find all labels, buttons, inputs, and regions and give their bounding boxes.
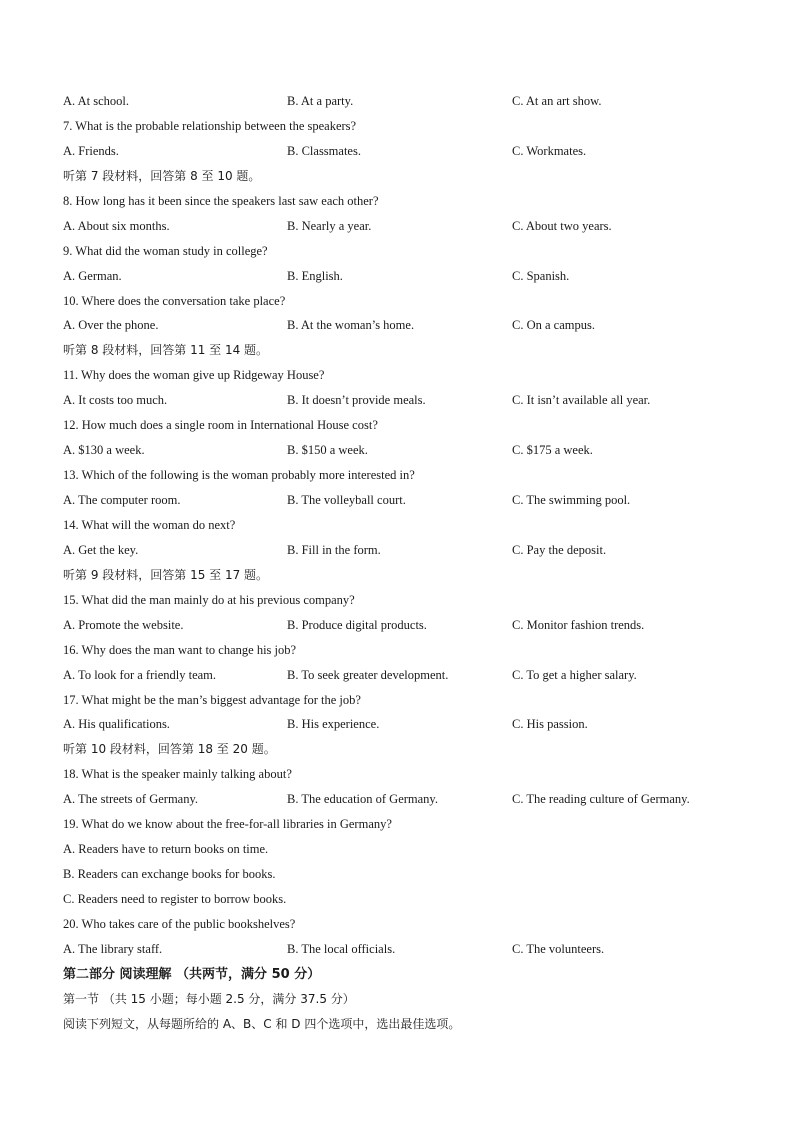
option-b: B. The education of Germany. [287, 792, 438, 807]
question-text [63, 114, 743, 139]
line-text: 第二部分 阅读理解 （共两节，满分 50 分） [63, 966, 321, 982]
option-a: A. Get the key. [63, 542, 139, 557]
option-b: B. Produce digital products. [287, 617, 427, 632]
section-instruction [63, 563, 743, 588]
option-row [63, 214, 743, 239]
question-text [63, 862, 743, 887]
option-c: C. On a campus. [512, 318, 595, 333]
line-text: 10. Where does the conversation take place? [63, 293, 286, 308]
option-b: B. Fill in the form. [287, 542, 381, 557]
option-c: C. Workmates. [512, 143, 587, 158]
question-text [63, 912, 743, 937]
line-text: 20. Who takes care of the public bookshelves? [63, 916, 296, 931]
option-row [63, 438, 743, 463]
line-text: 8. How long has it been since the speakers last saw each other? [63, 193, 379, 208]
option-row [63, 787, 743, 812]
option-c: C. $175 a week. [512, 443, 593, 458]
option-c: C. About two years. [512, 218, 612, 233]
option-c: C. The swimming pool. [512, 493, 631, 507]
option-a: A. Over the phone. [63, 318, 159, 333]
option-b: B. It doesn’t provide meals. [287, 393, 426, 408]
line-text: 11. Why does the woman give up Ridgeway House? [63, 368, 325, 383]
option-b: B. His experience. [287, 717, 380, 732]
line-text: 17. What might be the man’s biggest advantage for the job? [63, 692, 361, 707]
option-b: B. At a party. [287, 94, 354, 108]
option-c: C. Spanish. [512, 268, 570, 283]
option-c: C. At an art show. [512, 94, 602, 108]
line-text: C. Readers need to register to borrow books. [63, 892, 287, 906]
option-row [63, 663, 743, 688]
line-text: 第一节 （共 15 小题；每小题 2.5 分，满分 37.5 分） [63, 991, 355, 1006]
question-text [63, 239, 743, 264]
option-a: A. $130 a week. [63, 443, 145, 458]
section-instruction [63, 338, 743, 363]
option-row [63, 613, 743, 638]
question-text [63, 513, 743, 538]
option-b: B. $150 a week. [287, 443, 368, 458]
question-text [63, 887, 743, 912]
question-text [63, 363, 743, 388]
option-row [63, 313, 743, 338]
option-b: B. At the woman’s home. [287, 318, 415, 333]
section-instruction [63, 987, 743, 1012]
line-text: 听第 8 段材料，回答第 11 至 14 题。 [63, 343, 269, 358]
option-b: B. Classmates. [287, 143, 361, 158]
line-text: 13. Which of the following is the woman probably more interested in? [63, 468, 415, 483]
option-row [63, 538, 743, 563]
question-text [63, 588, 743, 613]
option-row [63, 89, 743, 114]
option-b: B. English. [287, 268, 343, 283]
option-c: C. His passion. [512, 717, 588, 732]
option-row [63, 488, 743, 513]
option-row [63, 712, 743, 737]
line-text: 9. What did the woman study in college? [63, 243, 268, 258]
line-text: 15. What did the man mainly do at his previous company? [63, 592, 355, 607]
option-c: C. Pay the deposit. [512, 542, 607, 557]
question-text [63, 189, 743, 214]
option-a: A. The computer room. [63, 493, 181, 507]
question-text [63, 413, 743, 438]
question-text [63, 463, 743, 488]
option-c: C. Monitor fashion trends. [512, 617, 645, 632]
option-row [63, 139, 743, 164]
option-b: B. Nearly a year. [287, 218, 372, 233]
option-a: A. About six months. [63, 218, 170, 233]
option-a: A. At school. [63, 94, 129, 108]
line-text: 16. Why does the man want to change his job? [63, 642, 297, 657]
option-row [63, 388, 743, 413]
line-text: 14. What will the woman do next? [63, 517, 236, 532]
option-c: C. It isn’t available all year. [512, 393, 651, 408]
option-c: C. The volunteers. [512, 941, 605, 956]
option-row [63, 264, 743, 289]
line-text: 12. How much does a single room in International House cost? [63, 418, 378, 433]
line-text: 7. What is the probable relationship between the speakers? [63, 118, 357, 133]
line-text: 听第 9 段材料，回答第 15 至 17 题。 [63, 567, 269, 582]
option-b: B. To seek greater development. [287, 667, 449, 682]
line-text: 阅读下列短文，从每题所给的 A、B、C 和 D 四个选项中，选出最佳选项。 [63, 1016, 461, 1031]
exam-page [63, 89, 743, 1037]
line-text: A. Readers have to return books on time. [63, 842, 269, 857]
question-text [63, 762, 743, 787]
option-a: A. German. [63, 268, 122, 283]
option-a: A. The library staff. [63, 941, 163, 956]
part-heading [63, 962, 743, 987]
line-text: 18. What is the speaker mainly talking about? [63, 767, 292, 782]
line-text: 听第 10 段材料，回答第 18 至 20 题。 [63, 742, 276, 757]
line-text: 听第 7 段材料，回答第 8 至 10 题。 [63, 168, 261, 183]
option-b: B. The volleyball court. [287, 493, 406, 507]
section-instruction [63, 1012, 743, 1037]
option-a: A. It costs too much. [63, 393, 168, 408]
option-a: A. His qualifications. [63, 717, 170, 732]
question-text [63, 837, 743, 862]
option-a: A. The streets of Germany. [63, 792, 199, 807]
section-instruction [63, 164, 743, 189]
option-b: B. The local officials. [287, 941, 396, 956]
line-text: 19. What do we know about the free-for-all libraries in Germany? [63, 817, 392, 832]
option-a: A. Promote the website. [63, 617, 184, 632]
option-a: A. Friends. [63, 143, 119, 158]
question-text [63, 289, 743, 314]
section-instruction [63, 737, 743, 762]
option-c: C. To get a higher salary. [512, 667, 637, 682]
option-row [63, 937, 743, 962]
question-text [63, 638, 743, 663]
option-c: C. The reading culture of Germany. [512, 792, 690, 807]
option-a: A. To look for a friendly team. [63, 667, 217, 682]
question-text [63, 812, 743, 837]
question-text [63, 688, 743, 713]
line-text: B. Readers can exchange books for books. [63, 867, 276, 882]
